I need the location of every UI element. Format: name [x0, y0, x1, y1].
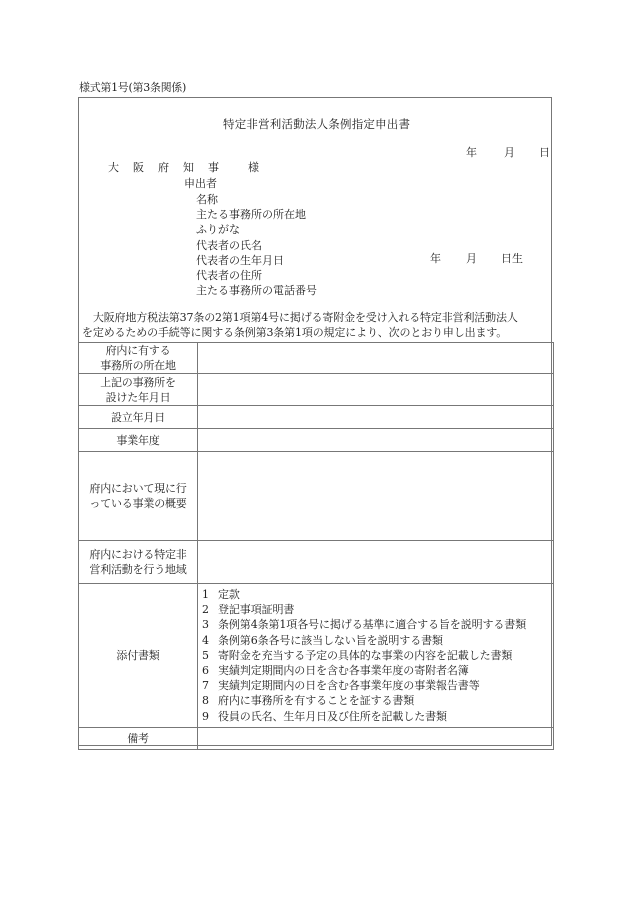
attachment-text: 条例第6条各号に該当しない旨を説明する書類	[218, 633, 443, 647]
attachment-text: 実績判定期間内の日を含む各事業年度の寄附者名簿	[218, 663, 469, 677]
attachment-text: 登記事項証明書	[218, 603, 295, 617]
row-label-line: 府内において現に行	[89, 482, 187, 495]
table-row	[79, 541, 554, 584]
applicant-fields	[196, 192, 317, 298]
attachment-text: 定款	[218, 588, 240, 601]
addressee-char: 府	[158, 161, 169, 174]
attachment-text: 府内に事務所を有することを証する書類	[218, 694, 415, 708]
addressee-honorific: 様	[248, 161, 259, 174]
attachment-item	[202, 678, 553, 693]
addressee-char: 大	[108, 161, 119, 174]
table-row	[79, 429, 554, 452]
table-row	[79, 406, 554, 429]
intro-line: を定めるための手続等に関する条例第3条第1項の規定により、次のとおり申し出ます。	[82, 326, 508, 339]
remarks-label: 備考	[79, 727, 198, 749]
attachment-text: 役員の氏名、生年月日及び住所を記載した書類	[218, 709, 447, 723]
attachment-text: 実績判定期間内の日を含む各事業年度の事業報告書等	[218, 679, 480, 693]
attachment-item	[202, 693, 553, 708]
attachment-item	[202, 709, 553, 724]
remarks-field[interactable]	[198, 727, 554, 749]
row-label-line: っている事業の概要	[89, 497, 187, 510]
attachment-number: 8	[202, 694, 209, 708]
table-row	[79, 584, 554, 728]
attachment-number: 3	[202, 618, 209, 632]
table-row	[79, 452, 554, 541]
business-overview-field[interactable]	[198, 452, 554, 541]
attachment-number: 4	[202, 633, 209, 647]
date-year[interactable]: 年	[466, 146, 477, 159]
founding-date-field[interactable]	[198, 406, 554, 429]
attachment-item	[202, 663, 553, 678]
attachment-item	[202, 617, 553, 632]
row-label	[79, 343, 198, 374]
addressee	[108, 161, 259, 175]
addressee-char: 事	[208, 161, 219, 174]
table-row	[79, 343, 554, 374]
intro-statement	[82, 310, 550, 340]
attachments-list-cell	[198, 584, 554, 728]
field-representative-address: 代表者の住所	[196, 268, 262, 282]
row-label	[79, 452, 198, 541]
attachment-number: 7	[202, 679, 209, 693]
form-number: 様式第1号(第3条関係)	[79, 81, 186, 94]
attachment-item	[202, 587, 553, 602]
fiscal-year-field[interactable]	[198, 429, 554, 452]
date-month[interactable]: 月	[504, 146, 515, 159]
attachment-item	[202, 648, 553, 663]
table-row	[79, 727, 554, 749]
field-representative-birthdate: 代表者の生年月日	[196, 253, 284, 267]
attachment-number: 1	[202, 588, 209, 601]
attachments-list	[198, 584, 553, 727]
date-day[interactable]: 日	[539, 146, 550, 159]
attachment-text: 寄附金を充当する予定の具体的な事業の内容を記載した書類	[218, 648, 513, 662]
row-label-line: 設けた年月日	[105, 390, 171, 404]
details-table	[78, 342, 554, 750]
form-title: 特定非営利活動法人条例指定申出書	[223, 117, 411, 131]
row-label-line: 府内に有する	[105, 344, 171, 357]
attachment-number: 9	[202, 709, 209, 723]
row-label: 設立年月日	[79, 406, 198, 429]
row-label-line: 営利活動を行う地域	[89, 563, 187, 576]
field-furigana: ふりがな	[196, 223, 240, 237]
intro-line: 大阪府地方税法第37条の2第1項第4号に掲げる寄附金を受け入れる特定非営利活動法人	[82, 311, 518, 324]
office-location-field[interactable]	[198, 343, 554, 374]
row-label: 事業年度	[79, 429, 198, 452]
birth-month[interactable]: 月	[466, 252, 477, 265]
row-label-line: 上記の事務所を	[100, 375, 176, 389]
attachment-item	[202, 633, 553, 648]
attachment-text: 条例第4条第1項各号に掲げる基準に適合する旨を説明する書類	[218, 618, 527, 632]
office-established-date-field[interactable]	[198, 374, 554, 406]
field-office-phone: 主たる事務所の電話番号	[196, 284, 317, 298]
field-name: 名称	[196, 193, 218, 206]
table-row	[79, 374, 554, 406]
attachment-number: 5	[202, 648, 209, 662]
addressee-char: 知	[183, 161, 194, 174]
field-representative-name: 代表者の氏名	[196, 238, 262, 252]
attachments-label: 添付書類	[79, 584, 198, 728]
birth-day[interactable]: 日生	[501, 252, 523, 265]
attachment-number: 2	[202, 603, 209, 617]
field-office-address: 主たる事務所の所在地	[196, 208, 306, 222]
addressee-char: 阪	[133, 161, 144, 174]
row-label-line: 府内における特定非	[89, 548, 187, 561]
applicant-label: 申出者	[184, 177, 217, 190]
activity-area-field[interactable]	[198, 541, 554, 584]
attachment-item	[202, 602, 553, 617]
row-label	[79, 541, 198, 584]
birth-year[interactable]: 年	[430, 252, 441, 265]
attachment-number: 6	[202, 663, 209, 677]
row-label-line: 事務所の所在地	[100, 359, 176, 372]
application-form	[78, 97, 552, 746]
row-label	[79, 374, 198, 406]
form-header	[79, 98, 551, 342]
